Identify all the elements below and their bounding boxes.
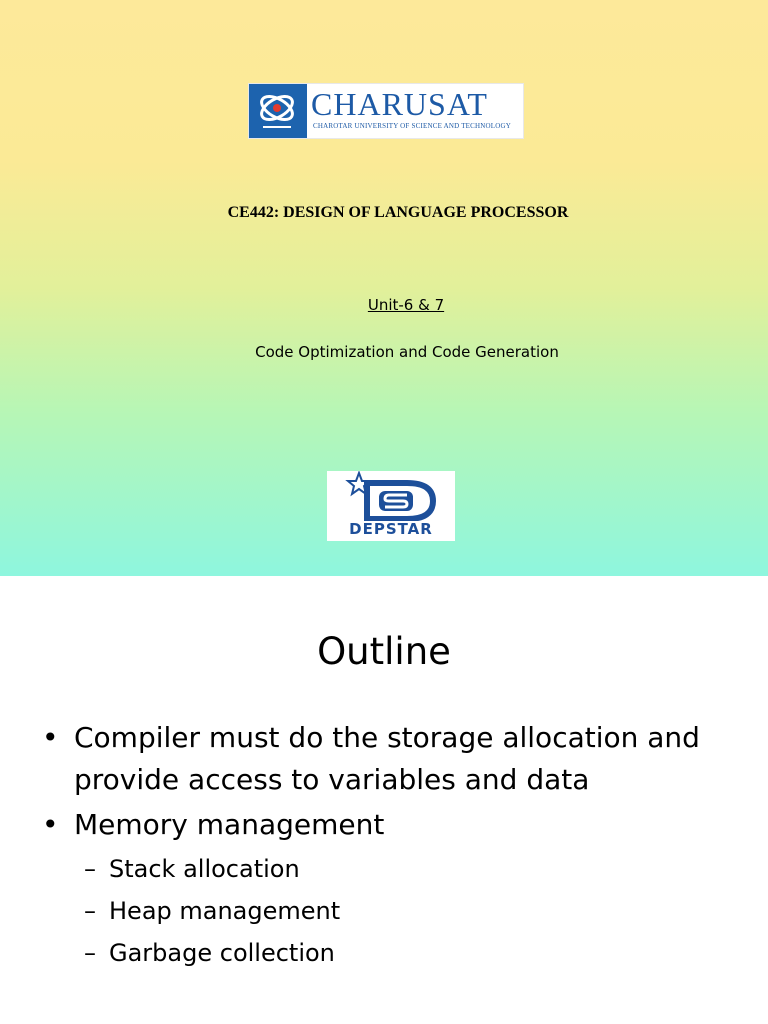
- sub-bullet-item: [84, 853, 300, 885]
- bullet-symbol: •: [42, 808, 59, 841]
- charusat-wordmark: CHARUSAT: [311, 86, 488, 122]
- bullet-text: Compiler must do the storage allocation and provide access to variables and data: [74, 721, 700, 796]
- bullet-item: [42, 717, 700, 796]
- outline-slide: [0, 576, 768, 1024]
- charusat-emblem-icon: [249, 84, 307, 138]
- sub-bullet-item: [84, 895, 340, 927]
- bullet-item: [42, 804, 742, 846]
- sub-bullet-symbol: –: [84, 939, 96, 967]
- sub-bullet-text: Heap management: [109, 897, 341, 925]
- charusat-subtitle: CHAROTAR UNIVERSITY OF SCIENCE AND TECHNOLOGY: [313, 122, 512, 130]
- depstar-emblem-icon: [327, 471, 455, 521]
- slide-title: Outline: [317, 630, 451, 673]
- sub-bullet-symbol: –: [84, 897, 96, 925]
- sub-bullet-text: Stack allocation: [109, 855, 300, 883]
- sub-bullet-text: Garbage collection: [109, 939, 335, 967]
- sub-bullet-symbol: –: [84, 855, 96, 883]
- depstar-wordmark: DEPSTAR: [349, 520, 433, 538]
- charusat-logo: [249, 84, 523, 138]
- depstar-logo: [327, 471, 455, 541]
- bullet-text: Memory management: [74, 808, 385, 841]
- unit-label: Unit-6 & 7: [367, 296, 445, 314]
- topic-label: Code Optimization and Code Generation: [255, 343, 559, 361]
- bullet-symbol: •: [42, 721, 59, 754]
- course-title: CE442: DESIGN OF LANGUAGE PROCESSOR: [227, 204, 569, 221]
- sub-bullet-item: [84, 937, 335, 969]
